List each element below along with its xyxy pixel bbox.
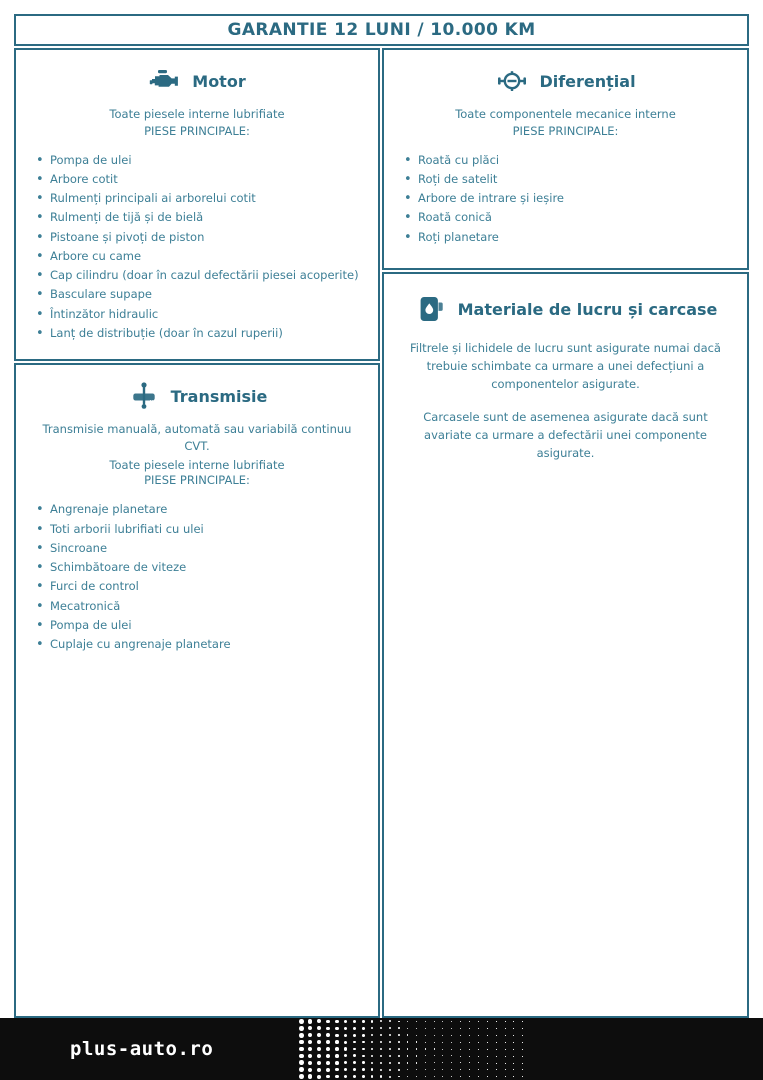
panel-materiale-paragraph-2: Carcasele sunt de asemenea asigurate dacă sunt avariate ca urmare a defectării unei componente asigurate.: [423, 410, 708, 461]
panel-transmisie-subtitle: Transmisie manuală, automată sau variabilă continuu CVT.: [42, 422, 352, 453]
panel-diferential-parts-label: PIESE PRINCIPALE:: [512, 123, 619, 138]
panel-materiale-paragraph-1: Filtrele și lichidele de lucru sunt asigurate numai dacă trebuie schimbate ca urmare a unei defecțiuni a componentelor asigurate.: [410, 341, 721, 391]
panel-motor-parts-label: PIESE PRINCIPALE:: [144, 123, 250, 138]
page-title: GARANTIE 12 LUNI / 10.000 KM: [227, 20, 536, 40]
panel-diferential-title: Diferențial: [539, 71, 636, 91]
panel-motor-title: Motor: [192, 71, 246, 91]
list-item: • Mecatronică: [50, 598, 364, 617]
panel-materiale-title: Materiale de lucru și carcase: [457, 299, 718, 319]
panel-diferential: [382, 48, 749, 270]
panel-motor-subtitle: Toate piesele interne lubrifiate: [109, 107, 285, 121]
list-item: • Rulmenți de tijă și de bielă: [50, 209, 364, 228]
list-item: • Arbore de intrare și ieșire: [418, 190, 733, 209]
list-item: • Pistoane și pivoți de piston: [50, 229, 364, 248]
panel-transmisie-header: [16, 379, 378, 413]
panel-motor-header: [16, 64, 378, 98]
list-item: • Roată cu plăci: [418, 152, 733, 171]
svg-text:N: N: [149, 400, 153, 406]
dot-pattern-decoration: [297, 1018, 527, 1080]
list-item: • Roți de satelit: [418, 171, 733, 190]
svg-text:R: R: [149, 387, 153, 393]
panel-materiale-header: [384, 292, 747, 326]
oil-drop-icon: [414, 294, 448, 324]
list-item: • Roți planetare: [418, 229, 733, 248]
gearbox-icon: [127, 381, 161, 411]
panel-diferential-subtitle: Toate componentele mecanice interne: [455, 107, 676, 121]
list-item: • Lanț de distribuție (doar în cazul ruperii): [50, 325, 364, 344]
list-item: • Schimbătoare de viteze: [50, 559, 364, 578]
list-item: • Cap cilindru (doar în cazul defectării piesei acoperite): [50, 267, 364, 286]
panel-transmisie-title: Transmisie: [170, 386, 268, 406]
panel-diferential-parts-list: [384, 152, 747, 248]
panel-transmisie-parts-list: [16, 501, 378, 655]
list-item: • Întinzător hidraulic: [50, 306, 364, 325]
list-item: • Angrenaje planetare: [50, 501, 364, 520]
panel-transmisie: [14, 363, 380, 1018]
document-header: [14, 14, 749, 46]
list-item: • Toti arborii lubrifiati cu ulei: [50, 521, 364, 540]
panel-motor-parts-list: [16, 152, 378, 345]
brand-logo: plus-auto.ro: [70, 1038, 214, 1060]
list-item: • Arbore cu came: [50, 248, 364, 267]
list-item: • Arbore cotit: [50, 171, 364, 190]
panel-motor: [14, 48, 380, 361]
panel-transmisie-parts-label: PIESE PRINCIPALE:: [144, 473, 250, 488]
panel-materiale: [382, 272, 749, 1018]
list-item: • Pompa de ulei: [50, 617, 364, 636]
list-item: • Rulmenți principali ai arborelui cotit: [50, 190, 364, 209]
engine-icon: [148, 66, 182, 96]
panel-diferential-header: [384, 64, 747, 98]
list-item: • Sincroane: [50, 540, 364, 559]
footer-bar: [0, 1018, 763, 1080]
list-item: • Roată conică: [418, 209, 733, 228]
list-item: • Pompa de ulei: [50, 152, 364, 171]
list-item: • Cuplaje cu angrenaje planetare: [50, 636, 364, 655]
list-item: • Basculare supape: [50, 286, 364, 305]
panel-transmisie-subtitle2: Toate piesele interne lubrifiate: [109, 458, 285, 473]
differential-icon: [495, 66, 529, 96]
list-item: • Furci de control: [50, 578, 364, 597]
